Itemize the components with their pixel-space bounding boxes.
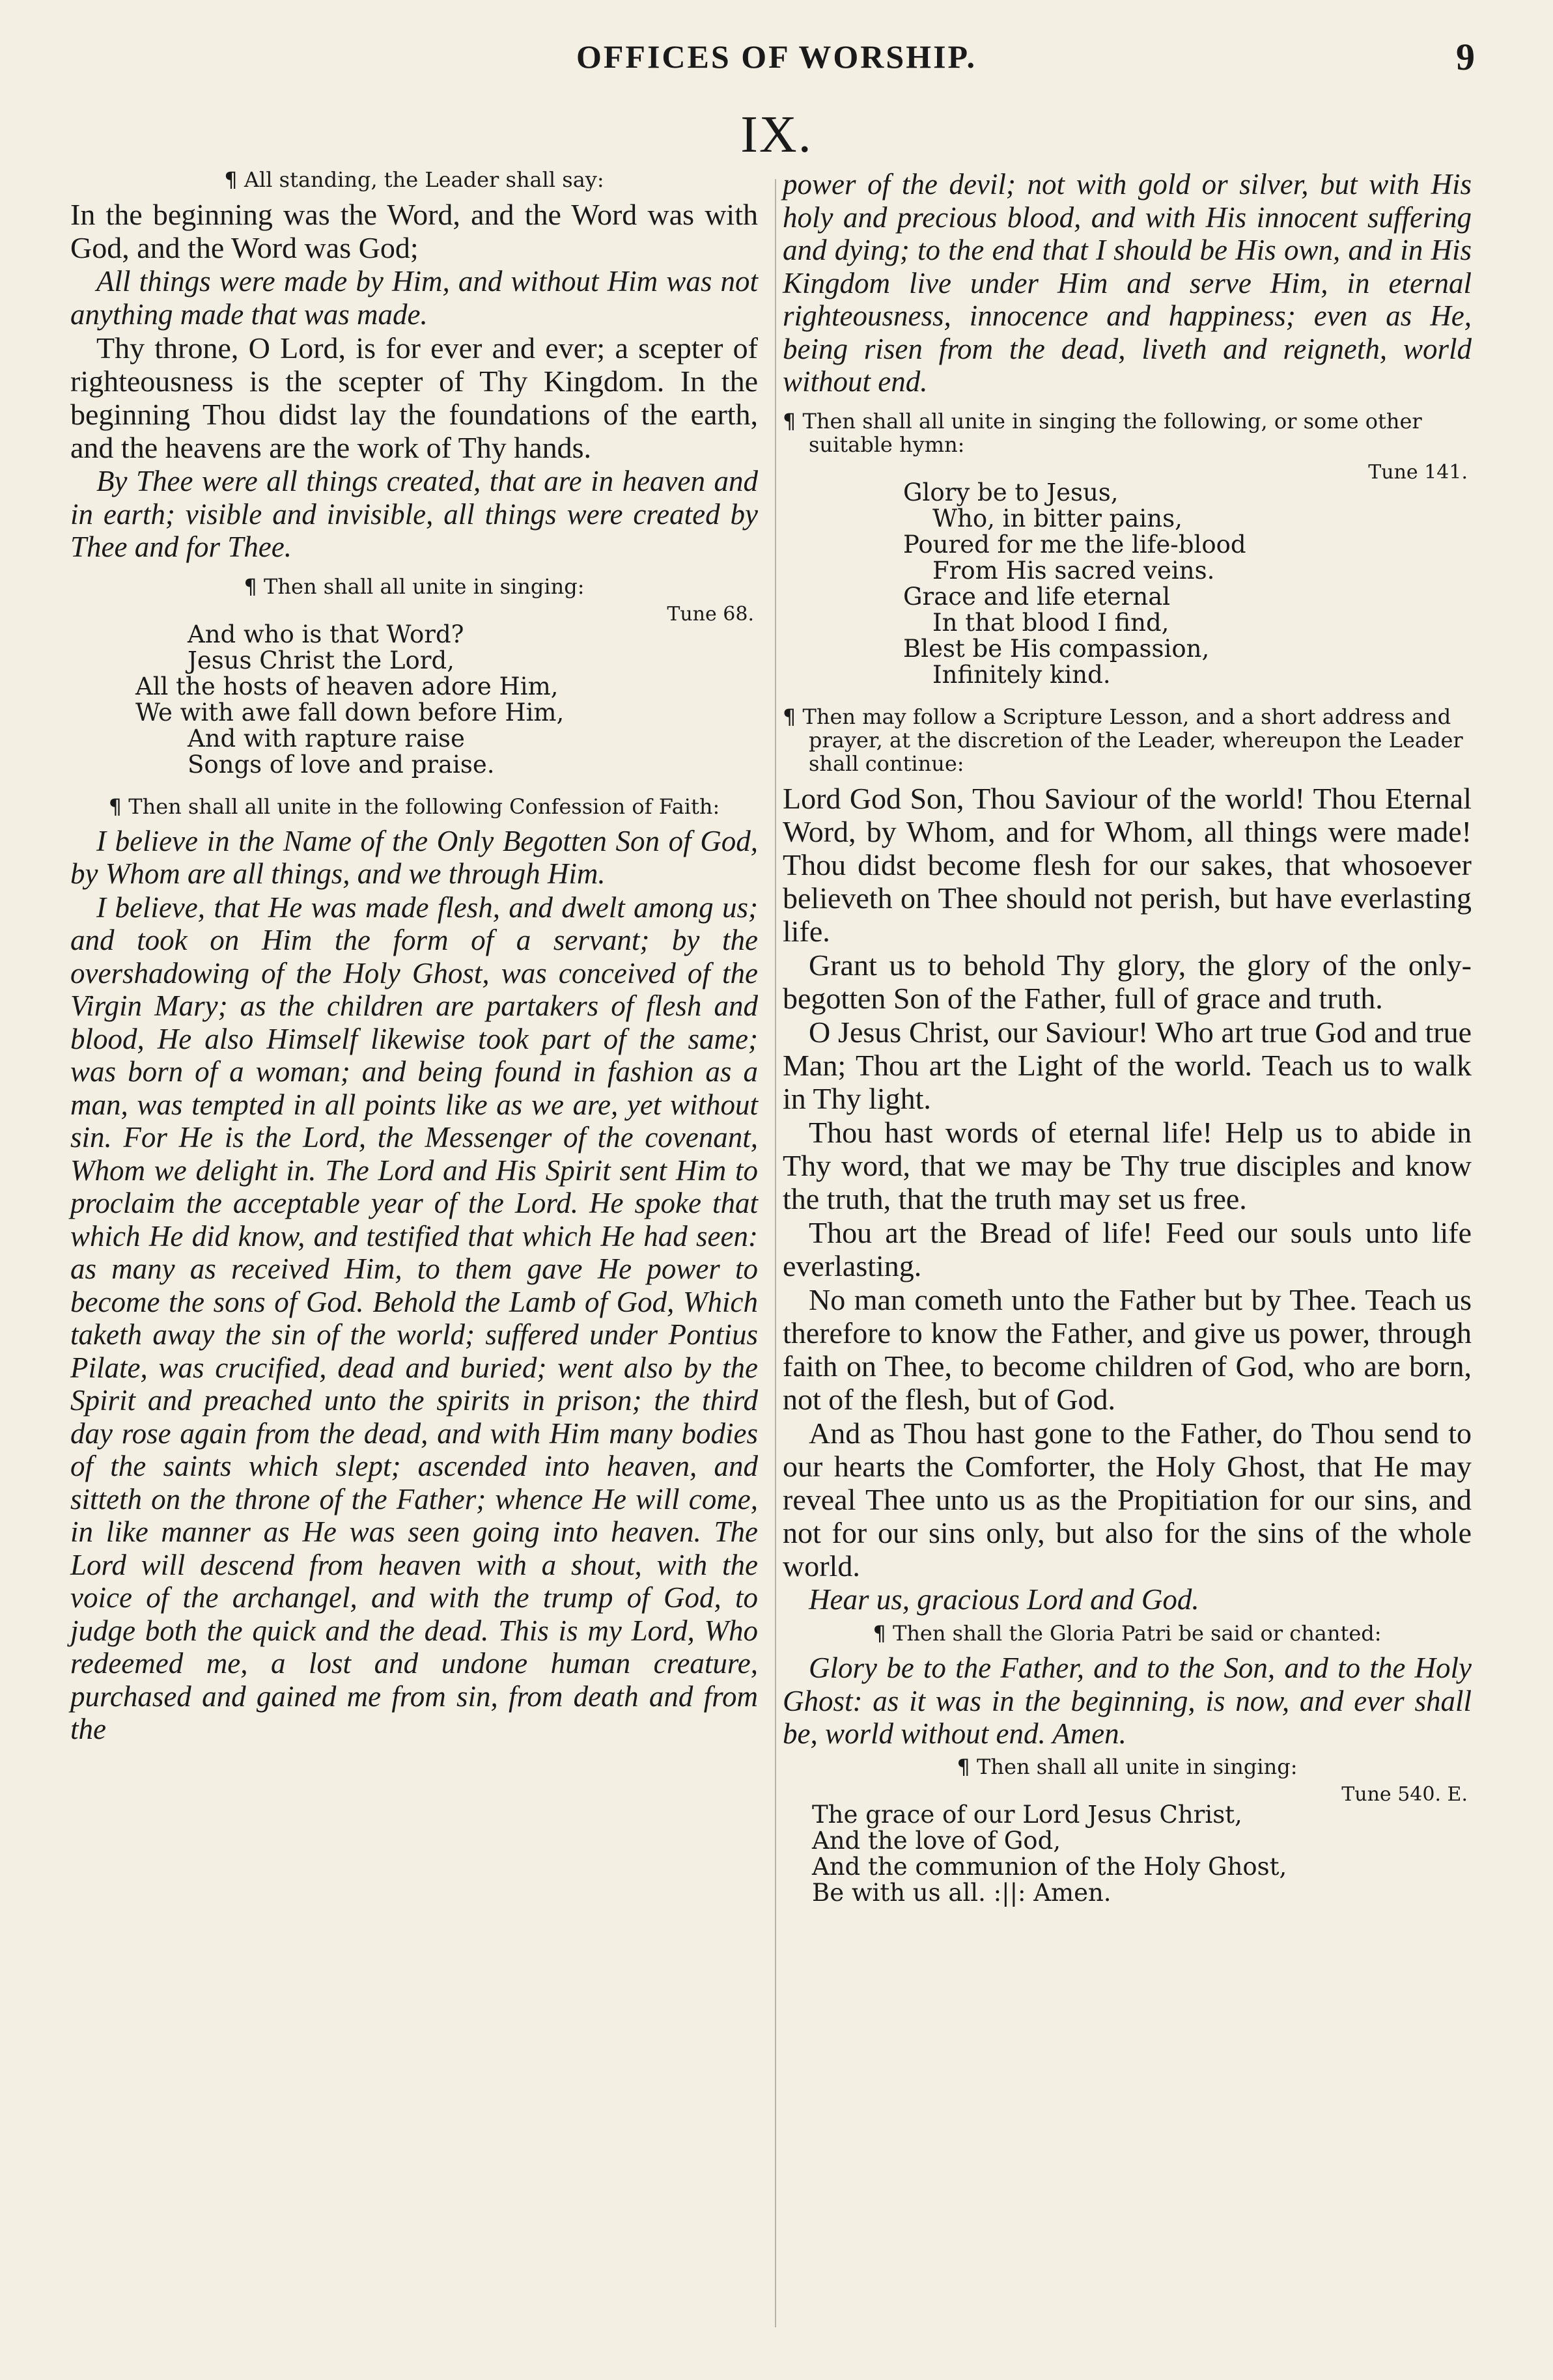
rubric: ¶ Then shall all unite in the following Confession of Faith: — [108, 794, 720, 819]
pilcrow-icon: ¶ — [108, 794, 122, 819]
litany-paragraph: Thou art the Bread of life! Feed our souls unto life everlasting. — [783, 1215, 1472, 1282]
right-column — [783, 168, 1472, 1923]
benediction-verse — [783, 1802, 1472, 1906]
response-paragraph: Hear us, gracious Lord and God. — [809, 1583, 1199, 1616]
rubric: ¶ Then shall the Gloria Patri be said or chanted: — [873, 1621, 1382, 1646]
hymn-line: Who, in bitter pains, — [932, 504, 1182, 533]
litany-paragraph: No man cometh unto the Father but by Thee. Teach us therefore to know the Father, and give us power, through faith on Thee, to become children of God, who are born, not of the flesh, but of God. — [783, 1282, 1472, 1416]
pilcrow-icon: ¶ — [244, 574, 257, 599]
hymn-line: Songs of love and praise. — [188, 750, 495, 779]
response-paragraph: All things were made by Him, and without Him was not anything made that was made. — [70, 265, 758, 331]
litany-paragraph: Grant us to behold Thy glory, the glory of the only-begotten Son of the Father, full of grace and truth. — [783, 948, 1472, 1015]
left-column — [70, 168, 758, 1747]
page-number: 9 — [1456, 36, 1475, 78]
paragraph: Thy throne, O Lord, is for ever and ever; a scepter of righteousness is the scepter of Thy Kingdom. In the beginning Thou didst lay the foundations of the earth, and the heavens are the work of Thy hands. — [70, 331, 758, 464]
hymn-line: All the hosts of heaven adore Him, — [135, 672, 559, 700]
litany-paragraph: And as Thou hast gone to the Father, do Thou send to our hearts the Comforter, the Holy Ghost, that He may reveal Thee unto us as the Propitiation for our sins, and not for our sins only, but also for the sins of the whole world. — [783, 1416, 1472, 1583]
section-heading: IX. — [740, 106, 813, 163]
hymn-line: Blest be His compassion, — [903, 634, 1210, 663]
hymn-line: We with awe fall down before Him, — [135, 698, 565, 726]
litany-paragraph: Lord God Son, Thou Saviour of the world! Thou Eternal Word, by Whom, and for Whom, all things were made! Thou didst become flesh for our sakes, that whosoever believeth on Thee should not perish, but have everlasting life. — [783, 781, 1472, 948]
rubric: ¶ Then may follow a Scripture Lesson, and a short address and prayer, at the discretion of the Leader, whereupon the Leader shall continue: — [783, 704, 1463, 776]
gloria-patri: Glory be to the Father, and to the Son, and to the Holy Ghost: as it was in the beginning, is now, and ever shall be, world without end. Amen. — [783, 1652, 1472, 1750]
response-paragraph: By Thee were all things created, that are in heaven and in earth; visible and invisible, all things were created by Thee and for Thee. — [70, 465, 758, 563]
hymn-line: From His sacred veins. — [932, 556, 1215, 585]
confession-paragraph: I believe in the Name of the Only Begotten Son of God, by Whom are all things, and we through Him. — [70, 824, 758, 890]
hymn-line: And who is that Word? — [188, 620, 464, 648]
litany-paragraph: Thou hast words of eternal life! Help us to abide in Thy word, that we may be Thy true disciples and know the truth, that the truth may set us free. — [783, 1115, 1472, 1215]
hymn-verse — [783, 480, 1472, 688]
rubric: ¶ Then shall all unite in singing: — [244, 574, 585, 599]
hymn-line: Be with us all. :||: Amen. — [812, 1878, 1112, 1907]
confession-paragraph: I believe, that He was made flesh, and dwelt among us; and took on Him the form of a servant; by the overshadowing of the Holy Ghost, was conceived of the Virgin Mary; as the children are partakers of flesh and blood, He also Himself likewise took part of the same; was born of a woman; and being found in fashion as a man, was tempted in all points like as we are, yet without sin. For He is the Lord, the Messenger of the covenant, Whom we delight in. The Lord and His Spirit sent Him to proclaim the acceptable year of the Lord. He spoke that which He did know, and testified that which He had seen: as many as received Him, to them gave He power to become the sons of God. Behold the Lamb of God, Which taketh away the sin of the world; suffered under Pontius Pilate, was crucified, dead and buried; went also by the Spirit and preached unto the spirits in prison; the third day rose again from the dead, and with Him many bodies of the saints which slept; ascended into heaven, and sitteth on the throne of the Father; whence He will come, in like manner as He was seen going into heaven. The Lord will descend from heaven with a shout, with the voice of the archangel, and with the trump of God, to judge both the quick and the dead. This is my Lord, Who redeemed me, a lost and undone human creature, purchased and gained me from sin, from death and from the — [70, 891, 758, 1745]
hymn-verse — [70, 622, 758, 778]
hymn-line: Glory be to Jesus, — [903, 478, 1119, 506]
hymn-line: In that blood I find, — [932, 608, 1169, 637]
pilcrow-icon: ¶ — [957, 1754, 970, 1779]
pilcrow-icon: ¶ — [783, 704, 796, 729]
hymn-line: Infinitely kind. — [932, 660, 1111, 689]
hymn-line: And the communion of the Holy Ghost, — [812, 1852, 1287, 1881]
litany-paragraph: O Jesus Christ, our Saviour! Who art true God and true Man; Thou art the Light of the world. Teach us to walk in Thy light. — [783, 1015, 1472, 1115]
confession-paragraph-continued: power of the devil; not with gold or silver, but with His holy and precious blood, and with His innocent suffering and dying; to the end that I should be His own, and in His Kingdom live under Him and serve Him, in eternal righteousness, innocence and happiness; even as He, being risen from the dead, liveth and reigneth, world without end. — [783, 168, 1472, 398]
tune-number: Tune 540. E. — [1341, 1782, 1468, 1806]
hymn-line: And the love of God, — [812, 1826, 1061, 1855]
paragraph: In the beginning was the Word, and the Word was with God, and the Word was God; — [70, 198, 758, 264]
hymn-line: Jesus Christ the Lord, — [188, 646, 455, 674]
running-title: OFFICES OF WORSHIP. — [576, 38, 977, 75]
pilcrow-icon: ¶ — [224, 167, 238, 192]
tune-number: Tune 68. — [667, 602, 754, 626]
rubric: ¶ Then shall all unite in singing the following, or some other suitable hymn: — [783, 408, 1422, 457]
pilcrow-icon: ¶ — [783, 408, 796, 434]
pilcrow-icon: ¶ — [873, 1621, 886, 1646]
hymn-line: Poured for me the life-blood — [903, 530, 1246, 559]
column-divider — [775, 179, 776, 2327]
running-header — [0, 38, 1553, 77]
rubric: ¶ Then shall all unite in singing: — [957, 1754, 1298, 1779]
tune-number: Tune 141. — [1368, 460, 1468, 484]
hymn-line: And with rapture raise — [188, 724, 465, 753]
hymn-line: Grace and life eternal — [903, 582, 1171, 611]
rubric: ¶ All standing, the Leader shall say: — [224, 167, 604, 192]
hymn-line: The grace of our Lord Jesus Christ, — [812, 1800, 1242, 1829]
